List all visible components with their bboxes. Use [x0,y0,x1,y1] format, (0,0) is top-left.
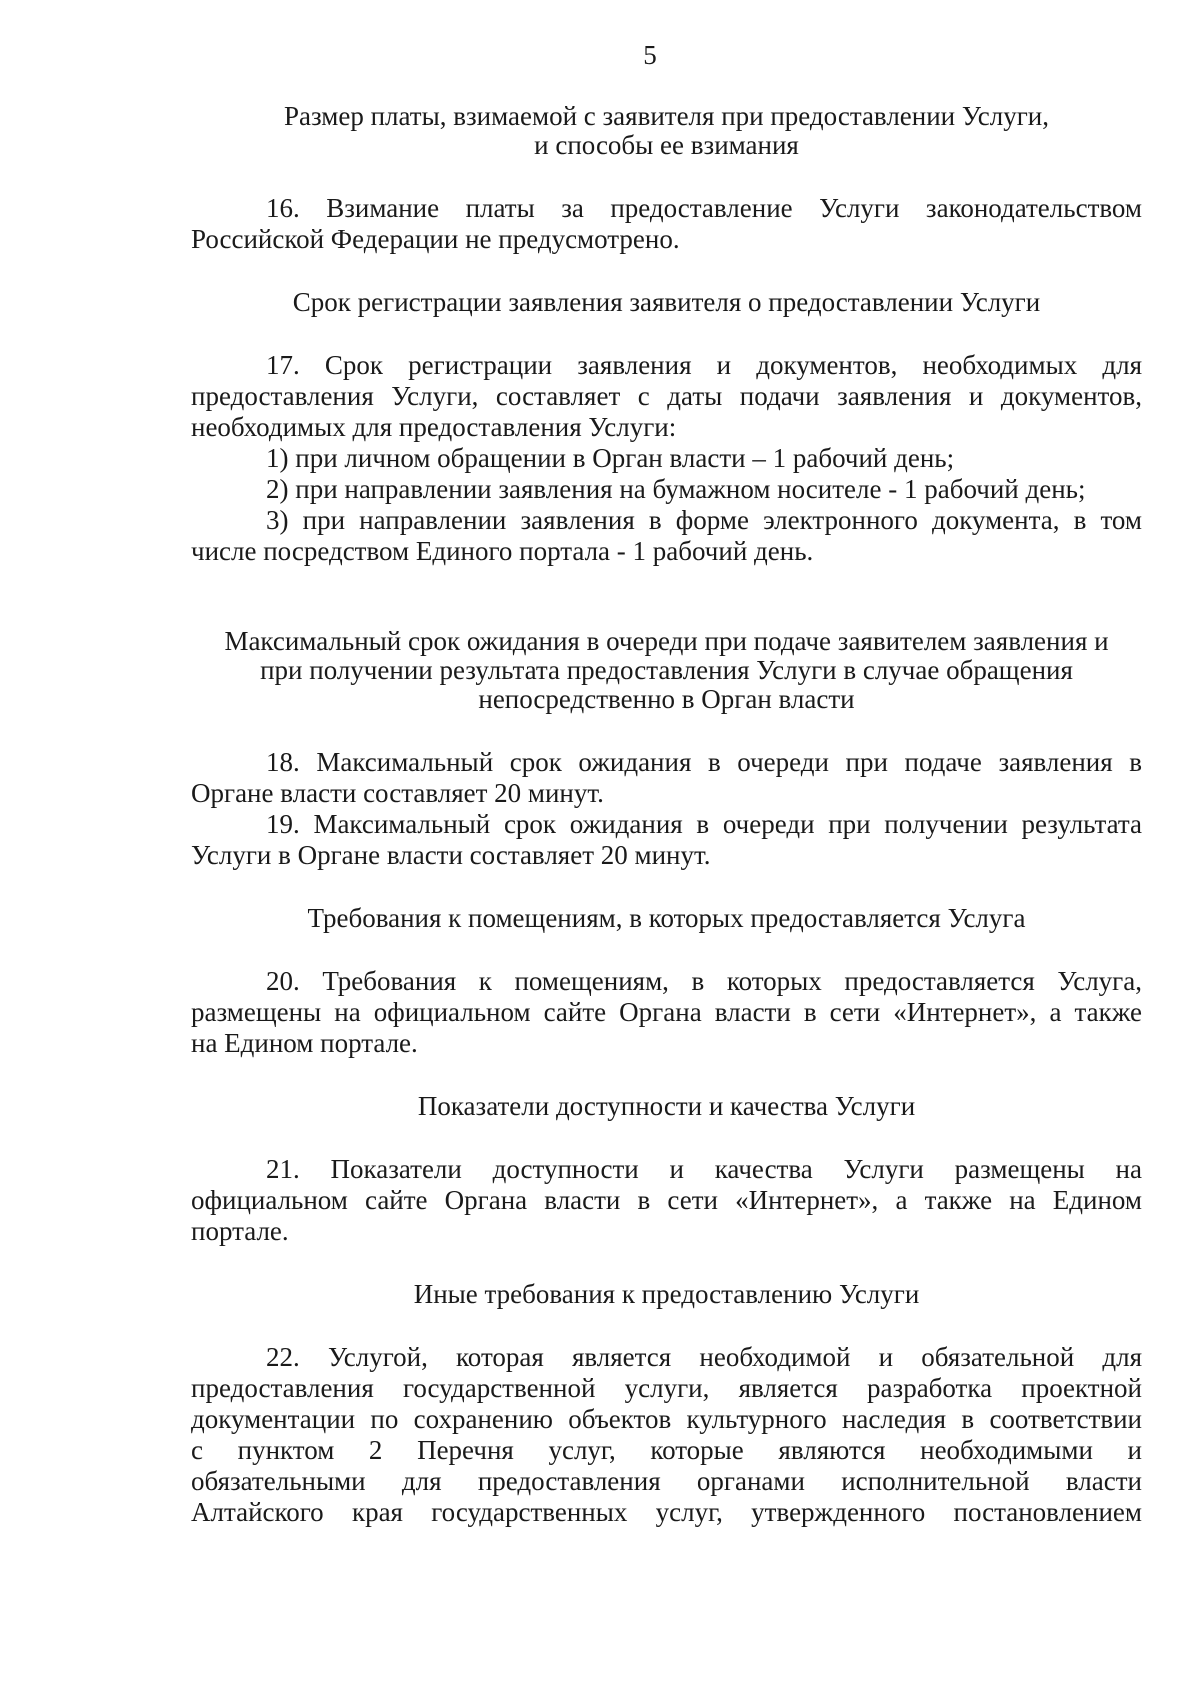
paragraph-line: официальном сайте Органа власти в сети «Интернет», а также на Едином [191,1185,1142,1215]
list-item: 1) при личном обращении в Орган власти – 1 рабочий день; [266,443,955,473]
paragraph-line: документации по сохранению объектов культурного наследия в соответствии [191,1404,1142,1434]
paragraph-line: предоставления Услуги, составляет с даты подачи заявления и документов, [191,381,1142,411]
section-heading-quality [191,1092,1142,1121]
list-item: 2) при направлении заявления на бумажном носителе - 1 рабочий день; [266,474,1086,504]
list-item: 3) при направлении заявления в форме электронного документа, в том [266,505,1142,535]
paragraph-line: с пунктом 2 Перечня услуг, которые являются необходимыми и [191,1435,1142,1465]
heading-line: Требования к помещениям, в которых предоставляется Услуга [307,903,1026,933]
heading-line: Показатели доступности и качества Услуги [417,1091,916,1121]
paragraph-19 [191,809,1142,871]
heading-line: и способы ее взимания [534,130,799,160]
heading-line: Максимальный срок ожидания в очереди при подаче заявителем заявления и [224,626,1109,656]
paragraph-20 [191,966,1142,1059]
paragraph-line: Органе власти составляет 20 минут. [191,778,604,808]
section-heading-registration [191,288,1142,317]
section-heading-queue [191,627,1142,714]
heading-line: Срок регистрации заявления заявителя о предоставлении Услуги [292,287,1041,317]
page-number: 5 [643,40,657,70]
paragraph-line: Алтайского края государственных услуг, утвержденного постановлением [191,1497,1142,1527]
heading-line: Иные требования к предоставлению Услуги [413,1279,920,1309]
paragraph-line: на Едином портале. [191,1028,418,1058]
paragraph-line: 17. Срок регистрации заявления и документов, необходимых для [266,350,1142,380]
heading-line: непосредственно в Орган власти [478,684,855,714]
paragraph-line: 19. Максимальный срок ожидания в очереди при получении результата [266,809,1142,839]
paragraph-16 [191,193,1142,255]
paragraph-17 [191,350,1142,567]
paragraph-line: предоставления государственной услуги, является разработка проектной [191,1373,1142,1403]
paragraph-line: 16. Взимание платы за предоставление Услуги законодательством [266,193,1142,223]
paragraph-line: 20. Требования к помещениям, в которых предоставляется Услуга, [266,966,1142,996]
paragraph-line: Услуги в Органе власти составляет 20 минут. [191,840,711,870]
document-body [191,102,1142,1528]
paragraph-21 [191,1154,1142,1247]
paragraph-line: 18. Максимальный срок ожидания в очереди при подаче заявления в [266,747,1142,777]
paragraph-line: необходимых для предоставления Услуги: [191,412,677,442]
heading-line: при получении результата предоставления Услуги в случае обращения [260,655,1073,685]
section-heading-premises [191,904,1142,933]
paragraph-line: Российской Федерации не предусмотрено. [191,224,680,254]
paragraph-line: 21. Показатели доступности и качества Услуги размещены на [266,1154,1142,1184]
list-item: числе посредством Единого портала - 1 рабочий день. [191,536,814,566]
section-heading-other-requirements [191,1280,1142,1309]
paragraph-line: размещены на официальном сайте Органа власти в сети «Интернет», а также [191,997,1142,1027]
paragraph-22 [191,1342,1142,1528]
heading-line: Размер платы, взимаемой с заявителя при предоставлении Услуги, [284,101,1049,131]
paragraph-line: 22. Услугой, которая является необходимой и обязательной для [266,1342,1142,1372]
paragraph-line: портале. [191,1216,289,1246]
paragraph-18 [191,747,1142,809]
paragraph-line: обязательными для предоставления органами исполнительной власти [191,1466,1142,1496]
section-heading-fee [191,102,1142,160]
